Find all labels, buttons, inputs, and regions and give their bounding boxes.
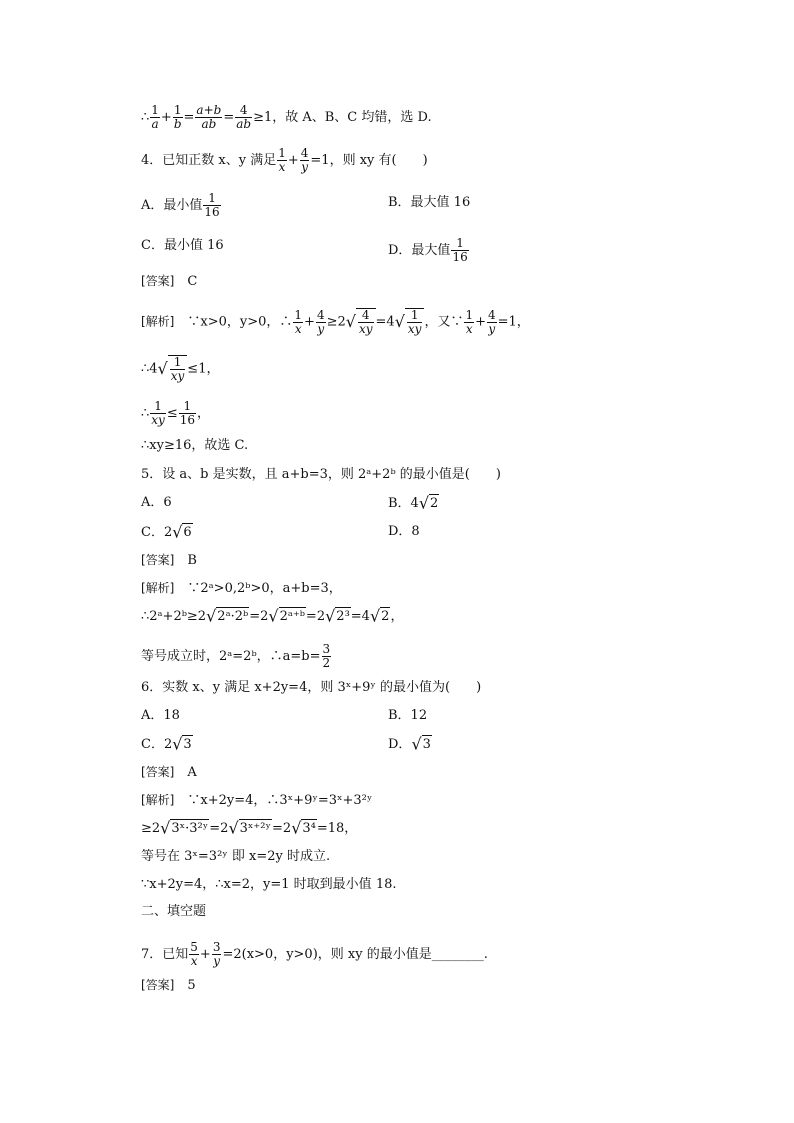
- option-5a: A．6: [141, 495, 172, 510]
- question-5: 5．设 a、b 是实数，且 a+b=3，则 2ᵃ+2ᵇ 的最小值是( ): [141, 467, 501, 482]
- option-6b: B．12: [388, 708, 428, 723]
- analysis-6: [解析] ∵x+2y=4，∴3ˣ+9ʸ=3ˣ+3²ʸ: [141, 793, 373, 808]
- analysis-line: ∵x+2y=4，∴x=2，y=1 时取到最小值 18.: [141, 877, 397, 892]
- analysis-line: ∴ $\frac{1}{xy}$ ≤ $\frac{1}{16}$ ，: [141, 399, 211, 427]
- option-5d: D．8: [388, 524, 420, 539]
- option-5b: B．4√2: [388, 493, 439, 513]
- analysis-line: ≥2√3ˣ·3²ʸ=2√3ˣ⁺²ʸ=2√3⁴=18，: [141, 818, 358, 838]
- option-4a: A．最小值 $\frac{1}{16}$: [141, 191, 220, 219]
- analysis-5: [解析] ∵2ᵃ>0,2ᵇ>0，a+b=3，: [141, 581, 342, 596]
- solution-line: ∴ $\frac{1}{a}$ + $\frac{1}{b}$ = $\frac{a+b}{ab}$ = $\frac{4}{ab}$ ≥1，故 A、B、C 均错，选 D.: [141, 103, 432, 131]
- question-4: 4．已知正数 x、y 满足 $\frac{1}{x}$ + $\frac{4}{y}$ =1，则 xy 有( ): [141, 146, 428, 174]
- answer-6: [答案] A: [141, 765, 197, 780]
- answer-4: [答案] C: [141, 274, 198, 289]
- analysis-line: ∴4√ $\frac{1}{xy}$ ≤1，: [141, 355, 220, 383]
- answer-5: [答案] B: [141, 553, 197, 568]
- section-heading: 二、填空题: [141, 904, 207, 919]
- analysis-line: 等号成立时，2ᵃ=2ᵇ，∴a=b= $\frac{3}{2}$: [141, 642, 331, 670]
- answer-7: [答案] 5: [141, 978, 196, 993]
- analysis-line: 等号在 3ˣ=3²ʸ 即 x=2y 时成立.: [141, 849, 331, 864]
- option-4b: B．最大值 16: [388, 195, 471, 210]
- analysis-4: [解析] ∵x>0，y>0，∴ $\frac{1}{x}$ + $\frac{4}{y}$ ≥2√ $\frac{4}{xy}$ =4√ $\frac{1}{xy}$ ，又∵ $\frac{1}{x}$ + $\frac{4}{y}$ =1，: [141, 307, 530, 336]
- option-4d: D．最大值 $\frac{1}{16}$: [388, 236, 468, 264]
- question-6: 6．实数 x、y 满足 x+2y=4，则 3ˣ+9ʸ 的最小值为( ): [141, 680, 482, 695]
- option-4c: C．最小值 16: [141, 238, 224, 253]
- option-6d: D．√3: [388, 734, 431, 754]
- analysis-line: ∴xy≥16，故选 C.: [141, 438, 249, 453]
- option-6a: A．18: [141, 708, 180, 723]
- option-6c: C．2√3: [141, 734, 192, 754]
- question-7: 7．已知 $\frac{5}{x}$ + $\frac{3}{y}$ =2(x>0，y>0)，则 xy 的最小值是________.: [141, 940, 488, 968]
- option-5c: C．2√6: [141, 522, 192, 542]
- analysis-line: ∴2ᵃ+2ᵇ≥2√2ᵃ·2ᵇ=2√2ᵃ⁺ᵇ=2√2³=4√2，: [141, 606, 404, 626]
